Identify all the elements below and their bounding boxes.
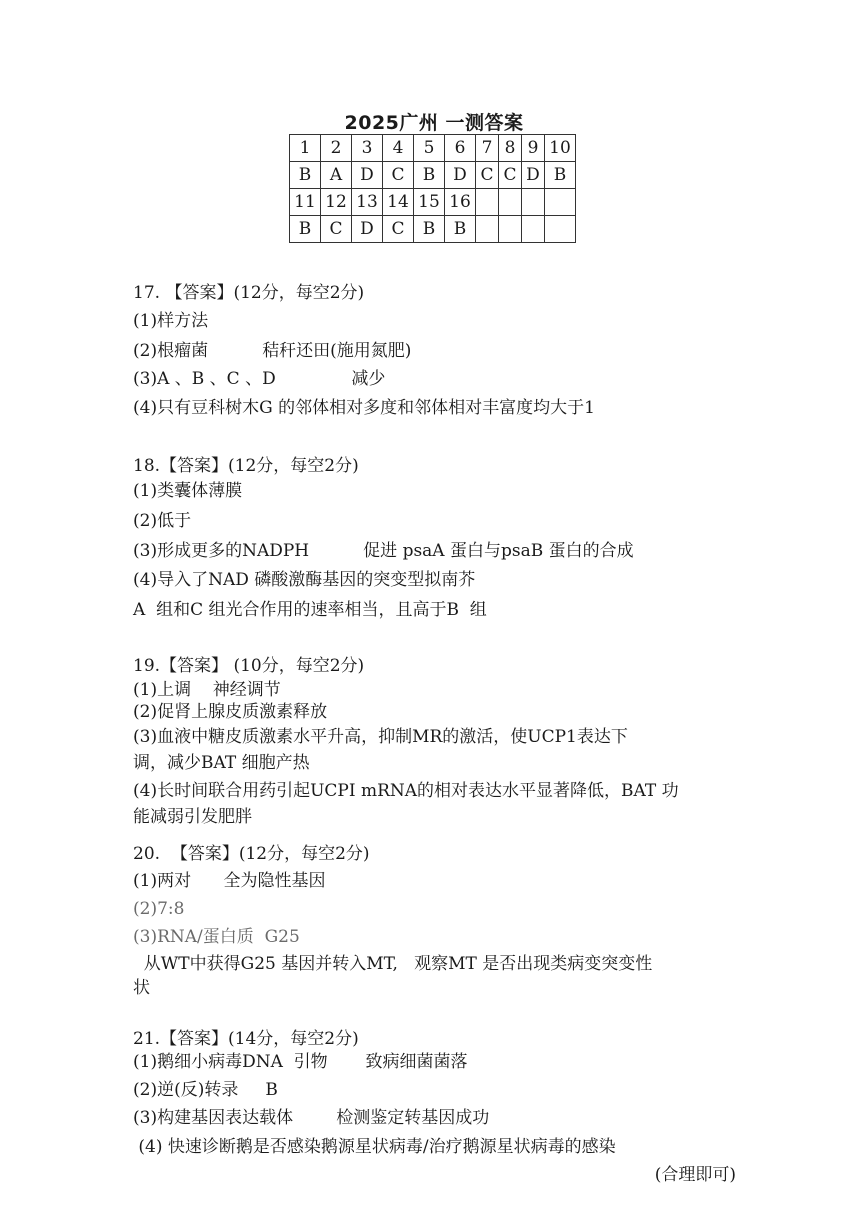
q17-answer-3: (3)A 、B 、C 、D 减少 [133,369,386,389]
table-cell: 12 [321,189,352,216]
table-cell: C [321,216,352,243]
q18-header: 18.【答案】(12分，每空2分) [133,456,359,476]
q19-answer-4: 调，减少BAT 细胞产热 [133,753,310,773]
q20-answer-3: (3)RNA/蛋白质 G25 [133,927,300,947]
table-cell [476,216,499,243]
table-cell: B [545,162,576,189]
q18-answer-1: (1)类囊体薄膜 [133,481,243,501]
q21-answer-4: (4) 快速诊断鹅是否感染鹅源星状病毒/治疗鹅源星状病毒的感染 [133,1137,616,1157]
q19-answer-2: (2)促肾上腺皮质激素释放 [133,702,328,722]
document-title: 2025广州 一测答案 [344,112,524,134]
table-cell: A [321,162,352,189]
q20-answer-2: (2)7:8 [133,899,185,919]
table-row [290,135,576,162]
table-cell: 14 [383,189,414,216]
table-cell: B [290,216,321,243]
table-cell: 13 [352,189,383,216]
q21-answer-1: (1)鹅细小病毒DNA 引物 致病细菌菌落 [133,1052,468,1072]
table-row [290,189,576,216]
table-cell: 4 [383,135,414,162]
table-cell: 16 [445,189,476,216]
table-cell: 11 [290,189,321,216]
table-cell: 3 [352,135,383,162]
q20-header: 20. 【答案】(12分，每空2分) [133,844,370,864]
q21-answer-note: (合理即可) [654,1165,736,1185]
table-cell: 9 [522,135,545,162]
q19-answer-5: (4)长时间联合用药引起UCPI mRNA的相对表达水平显著降低，BAT 功 [133,781,679,801]
table-cell [476,189,499,216]
q18-answer-2: (2)低于 [133,511,192,531]
table-cell: B [445,216,476,243]
q21-answer-2: (2)逆(反)转录 B [133,1080,278,1100]
table-cell: 2 [321,135,352,162]
answer-table [289,134,576,243]
table-cell: D [352,216,383,243]
table-cell: 15 [414,189,445,216]
table-cell [499,216,522,243]
table-cell [545,189,576,216]
q20-answer-5: 状 [133,978,150,998]
table-cell [522,216,545,243]
q21-answer-3: (3)构建基因表达载体 检测鉴定转基因成功 [133,1108,490,1128]
q19-header: 19.【答案】 (10分，每空2分) [133,656,365,676]
q19-answer-1: (1)上调 神经调节 [133,680,281,700]
q19-answer-6: 能减弱引发肥胖 [133,807,252,827]
table-cell: 7 [476,135,499,162]
table-cell: C [499,162,522,189]
table-row [290,216,576,243]
table-cell: B [414,162,445,189]
table-cell: 6 [445,135,476,162]
table-cell: 8 [499,135,522,162]
table-cell: 5 [414,135,445,162]
table-cell: C [476,162,499,189]
q21-header: 21.【答案】(14分，每空2分) [133,1029,359,1049]
table-cell: B [414,216,445,243]
q19-answer-3: (3)血液中糖皮质激素水平升高，抑制MR的激活，使UCP1表达下 [133,727,628,747]
q17-answer-4: (4)只有豆科树木G 的邻体相对多度和邻体相对丰富度均大于1 [133,398,595,418]
table-cell: 10 [545,135,576,162]
q20-answer-4: 从WT中获得G25 基因并转入MT, 观察MT 是否出现类病变突变性 [133,954,653,974]
q18-answer-3: (3)形成更多的NADPH 促进 psaA 蛋白与psaB 蛋白的合成 [133,541,634,561]
table-cell [499,189,522,216]
q17-answer-2: (2)根瘤菌 秸秆还田(施用氮肥) [133,341,412,361]
table-cell: D [352,162,383,189]
q20-answer-1: (1)两对 全为隐性基因 [133,871,326,891]
table-cell: D [445,162,476,189]
table-cell: 1 [290,135,321,162]
q17-header: 17. 【答案】(12分，每空2分) [133,283,365,303]
q17-answer-1: (1)样方法 [133,311,209,331]
table-cell: C [383,216,414,243]
table-cell: B [290,162,321,189]
table-cell: C [383,162,414,189]
table-cell [522,189,545,216]
table-cell: D [522,162,545,189]
table-row [290,162,576,189]
q18-answer-4: (4)导入了NAD 磷酸激酶基因的突变型拟南芥 [133,570,476,590]
q18-answer-5: A 组和C 组光合作用的速率相当，且高于B 组 [133,600,487,620]
table-cell [545,216,576,243]
